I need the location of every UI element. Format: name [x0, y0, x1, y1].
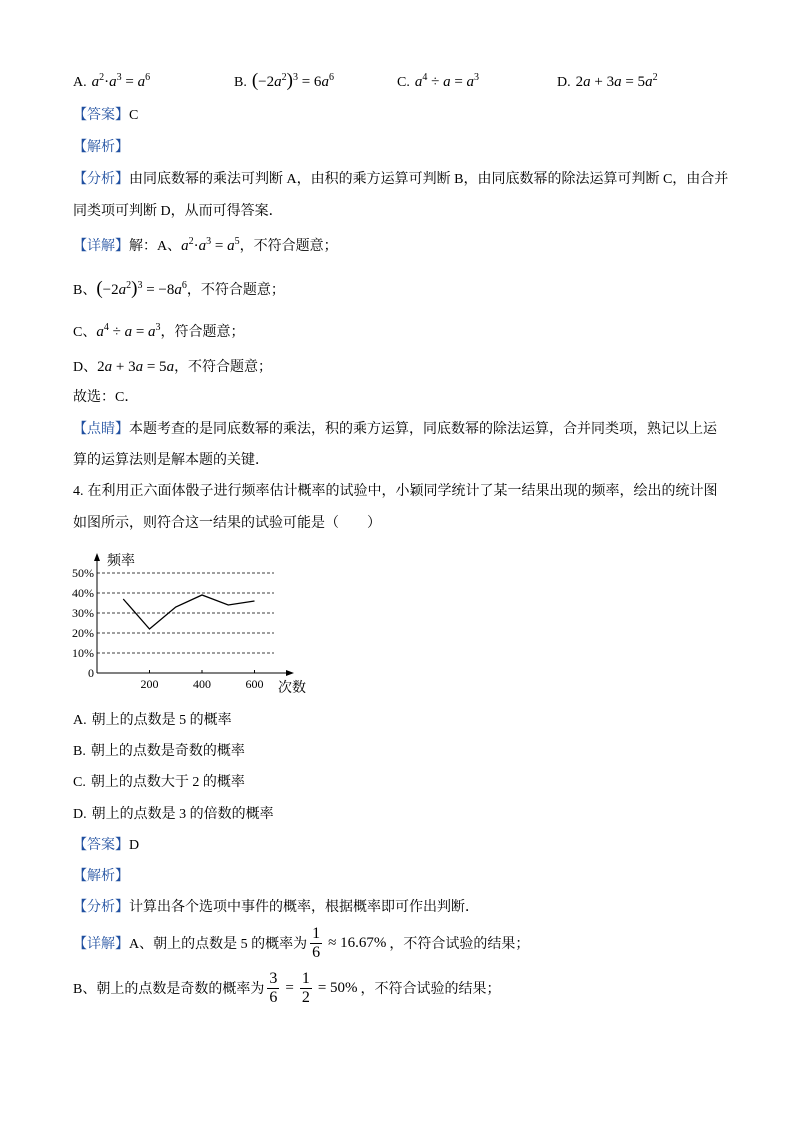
q3-option-b: [234, 71, 334, 94]
x-tick-label: 200: [140, 677, 159, 691]
step-prefix: B、: [73, 283, 97, 298]
fraction-denominator: 6: [312, 943, 321, 961]
detail-b-prefix: B、朝上的点数是奇数的概率为: [73, 982, 265, 997]
fraction-numerator: 1: [312, 924, 321, 942]
q4-option-c-label: C.: [73, 775, 86, 790]
fraction: [267, 971, 279, 1006]
equals-sign: =: [285, 979, 294, 996]
step-prefix: C、: [73, 325, 97, 340]
fraction-numerator: 3: [269, 969, 278, 987]
step-expression: $a^2\cdot a^3 = a^5$: [181, 236, 240, 254]
q3-option-d: [557, 71, 658, 94]
q4-option-c: [73, 773, 245, 793]
y-axis-label: 频率: [107, 554, 135, 569]
q4-option-d-text: 朝上的点数是 3 的倍数的概率: [91, 807, 274, 822]
q4-detail-a-line: [73, 925, 529, 961]
x-axis-arrow: [286, 670, 294, 676]
y-tick-label: 50%: [72, 566, 94, 580]
detail-b-percentage: = 50%: [317, 979, 358, 996]
q4-stem-text-2: 如图所示，则符合这一结果的试验可能是（ ）: [73, 516, 381, 531]
q4-fenxi-text: 计算出各个选项中事件的概率，根据概率即可作出判断．: [129, 900, 479, 915]
q3-option-c: [397, 71, 479, 94]
q3-analysis-heading: [73, 138, 129, 158]
detail-a-approximation: ≈ 16.67%: [328, 934, 387, 951]
q3-dianjing-line-1: [73, 420, 717, 440]
q3-detail-step-d: [73, 357, 272, 378]
x-tick-label: 400: [193, 677, 211, 691]
q4-option-b-label: B.: [73, 744, 86, 759]
q4-stem-line-2: [73, 514, 381, 534]
q4-option-b-text: 朝上的点数是奇数的概率: [90, 744, 245, 759]
detail-b-suffix: ，不符合试验的结果；: [360, 982, 501, 997]
q3-option-b-label: B.: [234, 75, 247, 90]
step-verdict: ，不符合题意；: [174, 360, 273, 375]
q4-analysis-heading: [73, 867, 129, 887]
analysis-tag: 【解析】: [73, 869, 129, 884]
frequency-line-chart: [60, 545, 320, 697]
q3-option-d-expression: $2a + 3a = 5a^2$: [575, 72, 658, 90]
q3-dianjing-text-2: 算的运算法则是解本题的关键．: [73, 453, 269, 468]
q3-option-a: [73, 71, 150, 94]
q4-option-d: [73, 805, 274, 825]
q4-answer-value: D: [129, 838, 140, 853]
q4-stem-text-1: 在利用正六面体骰子进行频率估计概率的试验中，小颖同学统计了某一结果出现的频率，绘出的统计图: [87, 484, 718, 499]
analysis-tag: 【解析】: [73, 140, 129, 155]
q4-option-a-text: 朝上的点数是 5 的概率: [91, 713, 232, 728]
detail-a-suffix: ，不符合试验的结果；: [389, 937, 530, 952]
q3-fenxi-line-1: [73, 170, 728, 190]
q4-fenxi-line: [73, 898, 479, 918]
q3-option-d-label: D.: [557, 75, 571, 90]
dianjing-tag: 【点睛】: [73, 422, 129, 437]
q3-option-c-label: C.: [397, 75, 410, 90]
q3-conclusion-text: 故选：C．: [73, 390, 139, 405]
q4-answer-line: [73, 836, 139, 856]
y-tick-label: 40%: [72, 586, 94, 600]
y-tick-label: 10%: [72, 646, 94, 660]
q4-number: 4.: [73, 484, 84, 499]
xiangjie-tag: 【详解】: [73, 239, 129, 254]
y-tick-label: 20%: [72, 626, 94, 640]
fenxi-tag: 【分析】: [73, 900, 129, 915]
step-prefix: 解：A、: [129, 239, 182, 254]
detail-a-prefix: A、朝上的点数是 5 的概率为: [129, 937, 308, 952]
fraction-denominator: 2: [301, 988, 310, 1006]
x-tick-label: 600: [245, 677, 264, 691]
y-tick-label: 0: [88, 666, 94, 680]
q3-detail-step-a: [73, 236, 338, 257]
q4-option-b: [73, 742, 245, 762]
q4-option-d-label: D.: [73, 807, 87, 822]
x-axis-label: 次数: [278, 681, 306, 696]
q3-conclusion: [73, 388, 138, 408]
xiangjie-tag: 【详解】: [73, 937, 129, 952]
q4-detail-b-line: [73, 970, 501, 1006]
q3-fenxi-line-2: [73, 202, 283, 222]
fraction: [300, 971, 312, 1006]
fraction-numerator: 1: [301, 969, 310, 987]
q3-fenxi-text-1: 由同底数幂的乘法可判断 A，由积的乘方运算可判断 B，由同底数幂的除法运算可判断 C，由合并: [129, 172, 729, 187]
step-verdict: ，不符合题意；: [186, 283, 285, 298]
q3-dianjing-text-1: 本题考查的是同底数幂的乘法，积的乘方运算，同底数幂的除法运算，合并同类项，熟记以上运: [129, 422, 717, 437]
step-expression: $a^4 \div a = a^3$: [96, 322, 161, 340]
y-tick-label: 30%: [72, 606, 94, 620]
y-axis-arrow: [94, 553, 100, 561]
step-expression: $(-2a^2)^3 = -8a^6$: [96, 278, 187, 299]
answer-tag: 【答案】: [73, 838, 129, 853]
q3-option-b-expression: $(-2a^2)^3 = 6a^6$: [251, 70, 334, 91]
step-prefix: D、: [73, 360, 98, 375]
fenxi-tag: 【分析】: [73, 172, 129, 187]
q3-answer-value: C: [129, 108, 139, 123]
step-verdict: ，符合题意；: [160, 325, 245, 340]
q4-option-a: [73, 711, 232, 731]
q3-option-a-expression: $a^2\cdot a^3 = a^6$: [91, 72, 151, 90]
step-verdict: ，不符合题意；: [239, 239, 338, 254]
q4-option-c-text: 朝上的点数大于 2 的概率: [90, 775, 245, 790]
fraction-denominator: 6: [269, 988, 278, 1006]
q3-detail-step-b: [73, 280, 285, 301]
q3-option-a-label: A.: [73, 75, 87, 90]
q4-option-a-label: A.: [73, 713, 87, 728]
fraction: [310, 926, 322, 961]
step-expression: 2a + 3a = 5a: [97, 359, 175, 375]
q3-detail-step-c: [73, 322, 245, 343]
series-line: [123, 595, 254, 629]
answer-tag: 【答案】: [73, 108, 129, 123]
q3-fenxi-text-2: 同类项可判断 D，从而可得答案．: [73, 204, 283, 219]
q3-dianjing-line-2: [73, 451, 269, 471]
q4-stem-line-1: [73, 482, 718, 502]
q3-answer-line: [73, 106, 138, 126]
q3-option-c-expression: $a^4 \div a = a^3$: [414, 72, 480, 90]
